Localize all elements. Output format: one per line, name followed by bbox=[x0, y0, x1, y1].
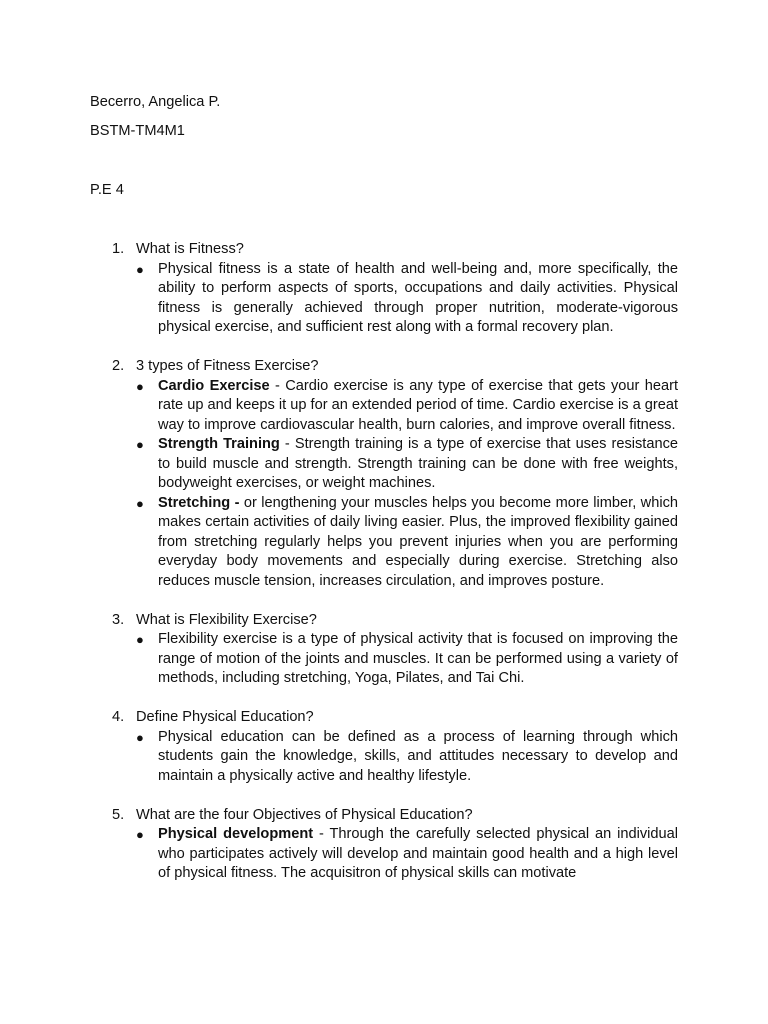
answer-text: Physical fitness is a state of health and well-being and, more specifically, the ability to perform aspects of sports, occupations and daily activities. Physical fitness is generally achieved through proper nutrition, moderate-vigorous physical exercise, and sufficient rest along with a formal recovery plan. bbox=[158, 260, 678, 335]
question-text: What are the four Objectives of Physical Education? bbox=[136, 806, 473, 823]
question-list bbox=[0, 240, 768, 884]
bullet-icon: ● bbox=[136, 437, 144, 452]
answer-term: Physical development bbox=[158, 826, 314, 842]
answer-bullet bbox=[136, 377, 679, 436]
answer-text: - Cardio exercise is any type of exercise that gets your heart rate up and keeps it up for an extended period of time. Cardio exercise is a great way to improve cardiovascular health, burn calories, and improve overall fitness. bbox=[158, 377, 679, 433]
answer-text: or lengthening your muscles helps you become more limber, which makes certain activities of daily living easier. Plus, the improved flexibility gained from stretching regularly helps you prevent injuries when you are performing everyday body movements and especially during exercise. Stretching also reduces muscle tension, increases circulation, and improves posture. bbox=[158, 494, 678, 589]
answer-text: - Strength training is a type of exercise that uses resistance to build muscle and strength. Strength training can be done with free weights, bodyweight exercises, or weight machines. bbox=[158, 436, 678, 491]
bullet-icon: ● bbox=[136, 378, 144, 394]
question-text: What is Fitness? bbox=[136, 241, 244, 257]
question-number: 4. bbox=[112, 709, 125, 725]
bullet-icon: ● bbox=[136, 729, 144, 745]
answer-term: Strength Training bbox=[158, 436, 280, 452]
answer-text: - Through the carefully selected physical an individual who participates actively will develop and maintain good health and a high level of physical fitness. The acquisitron of physical skills can motivate bbox=[158, 826, 678, 881]
bullet-icon: ● bbox=[136, 495, 144, 511]
answer-text: Flexibility exercise is a type of physical activity that is focused on improving the range of motion of the joints and muscles. It can be performed using a variety of methods, including stretching, Yoga, Pilates, and Tai Chi. bbox=[158, 631, 678, 686]
question-item bbox=[0, 240, 768, 260]
question-number: 5. bbox=[112, 806, 125, 823]
bullet-icon: ● bbox=[136, 827, 144, 842]
student-section: BSTM-TM4M1 bbox=[90, 123, 185, 139]
question-text: What is Flexibility Exercise? bbox=[136, 611, 317, 628]
question-item bbox=[0, 708, 768, 728]
answer-bullet bbox=[136, 494, 678, 592]
answer-bullet bbox=[136, 435, 678, 494]
question-number: 1. bbox=[112, 241, 125, 257]
answer-term: Cardio Exercise bbox=[158, 377, 270, 394]
question-text: 3 types of Fitness Exercise? bbox=[136, 358, 319, 374]
question-item bbox=[0, 611, 768, 631]
bullet-icon: ● bbox=[136, 261, 144, 277]
bullet-icon: ● bbox=[136, 632, 144, 647]
question-item bbox=[0, 806, 768, 826]
subject-title: P.E 4 bbox=[90, 182, 124, 198]
answer-bullet bbox=[136, 260, 678, 338]
answer-bullet bbox=[136, 630, 678, 689]
answer-text: Physical education can be defined as a process of learning through which students gain the knowledge, skills, and attitudes necessary to develop and maintain a physically active and healthy lifestyle. bbox=[158, 728, 678, 784]
answer-term: Stretching - bbox=[158, 494, 240, 511]
question-number: 3. bbox=[112, 611, 125, 628]
question-text: Define Physical Education? bbox=[136, 709, 314, 725]
answer-bullet bbox=[136, 728, 678, 787]
question-item bbox=[0, 357, 768, 377]
student-name: Becerro, Angelica P. bbox=[90, 94, 221, 110]
question-number: 2. bbox=[112, 358, 125, 374]
answer-bullet bbox=[136, 825, 678, 884]
